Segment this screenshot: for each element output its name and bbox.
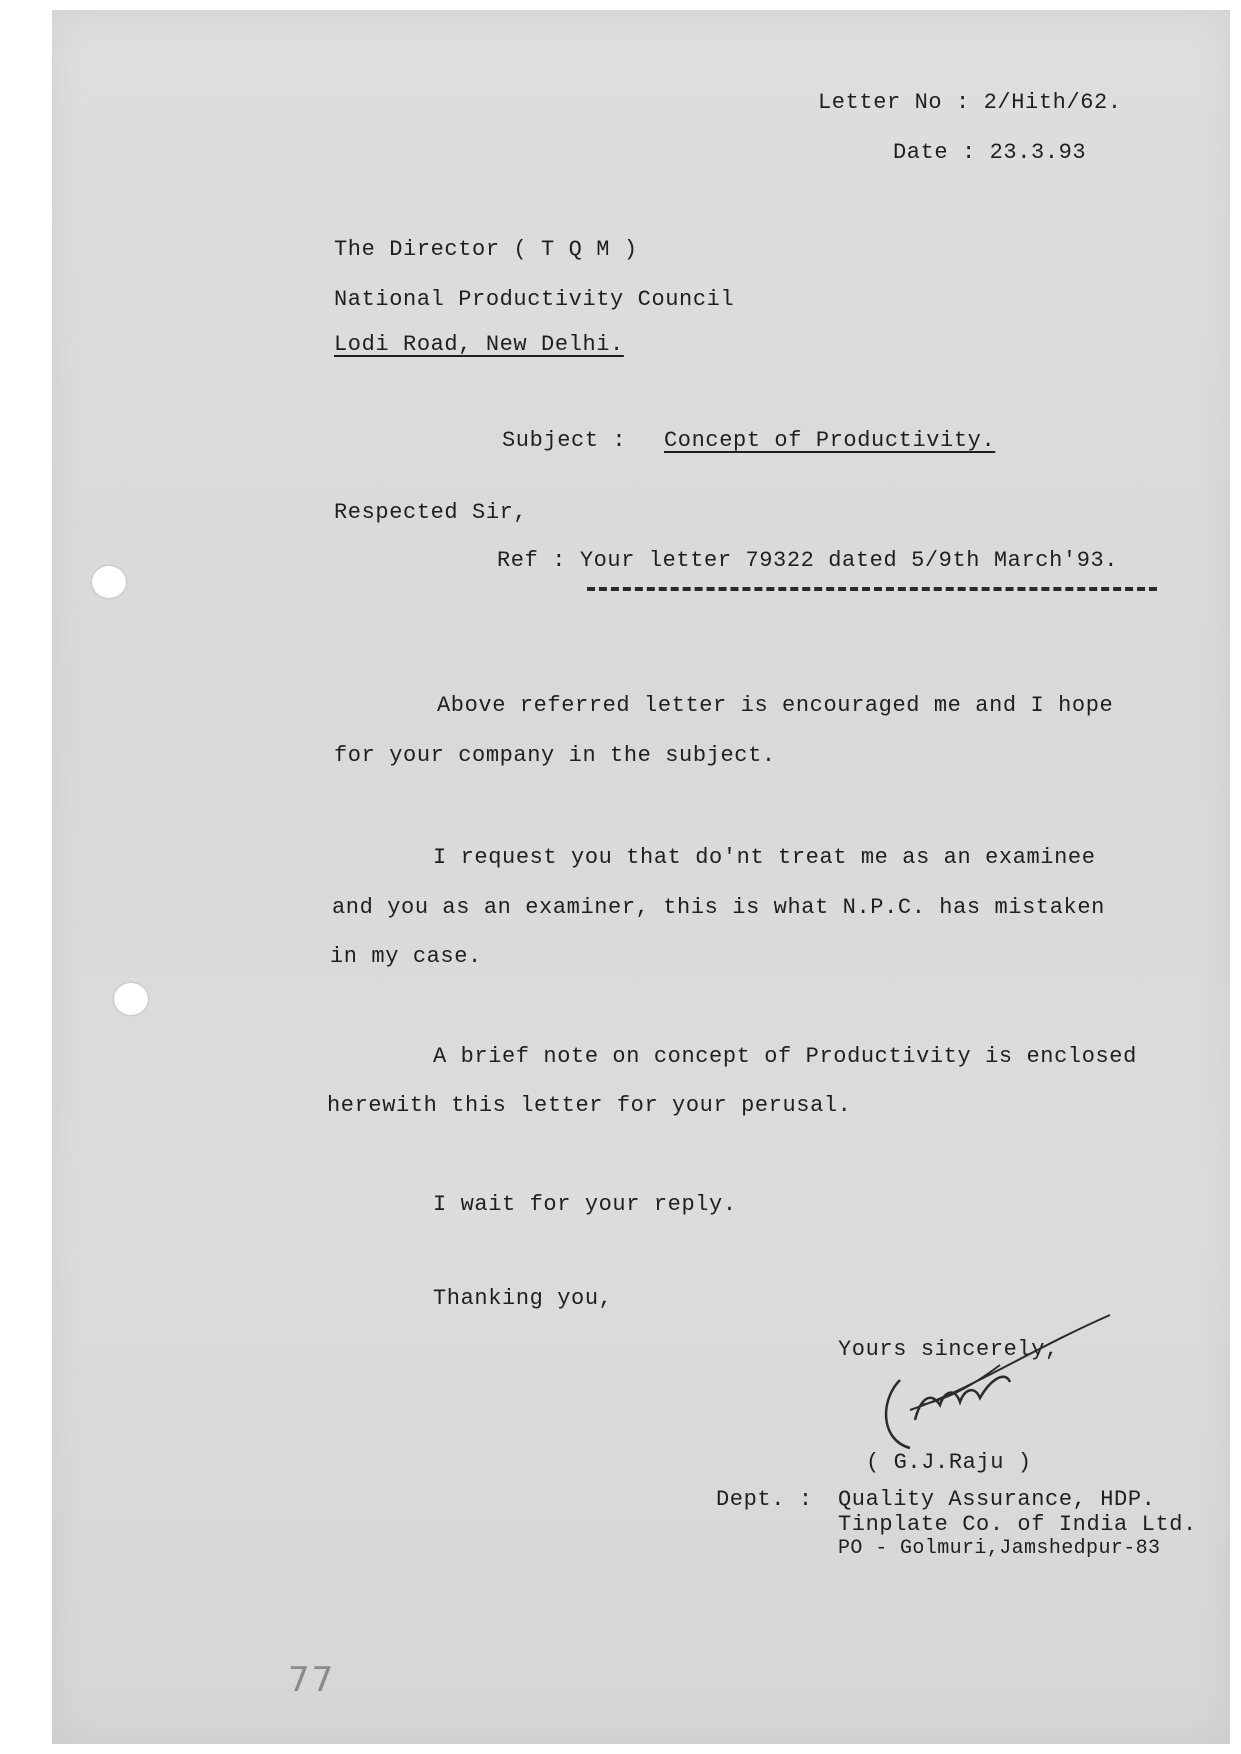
subject-text: Concept of Productivity. xyxy=(664,428,996,453)
paragraph-3-line-2: herewith this letter for your perusal. xyxy=(327,1093,852,1118)
page-number-handwritten: 77 xyxy=(288,1660,336,1700)
punch-hole-top xyxy=(92,566,126,598)
paragraph-3-line-1: A brief note on concept of Productivity is enclosed xyxy=(433,1044,1137,1069)
paragraph-2-line-2: and you as an examiner, this is what N.P.C. has mistaken xyxy=(332,895,1105,920)
dept-label: Dept. : xyxy=(716,1487,813,1512)
letter-number: Letter No : 2/Hith/62. xyxy=(818,90,1122,115)
recipient-line-1: The Director ( T Q M ) xyxy=(334,237,638,262)
dept-line-3: PO - Golmuri,Jamshedpur-83 xyxy=(838,1537,1161,1560)
salutation: Respected Sir, xyxy=(334,500,528,525)
recipient-line-2: National Productivity Council xyxy=(334,287,735,312)
letter-date: Date : 23.3.93 xyxy=(893,140,1087,165)
handwritten-signature xyxy=(860,1310,1120,1450)
punch-hole-bottom xyxy=(114,983,148,1015)
paragraph-2-line-3: in my case. xyxy=(330,944,482,969)
recipient-line-3: Lodi Road, New Delhi. xyxy=(334,332,624,357)
letter-page xyxy=(52,10,1230,1744)
reference-underline xyxy=(587,587,1157,591)
dept-line-2: Tinplate Co. of India Ltd. xyxy=(838,1512,1197,1537)
paragraph-1-line-2: for your company in the subject. xyxy=(334,743,776,768)
dept-line-1: Quality Assurance, HDP. xyxy=(838,1487,1156,1512)
thanks-line: Thanking you, xyxy=(433,1286,613,1311)
closing-line: Yours sincerely, xyxy=(838,1337,1059,1362)
paragraph-2-line-1: I request you that do'nt treat me as an examinee xyxy=(433,845,1096,870)
subject-label: Subject : xyxy=(502,428,627,453)
signatory-name: ( G.J.Raju ) xyxy=(866,1450,1032,1475)
reference-line: Ref : Your letter 79322 dated 5/9th March'93. xyxy=(497,548,1119,573)
wait-line: I wait for your reply. xyxy=(433,1192,737,1217)
paragraph-1-line-1: Above referred letter is encouraged me and I hope xyxy=(437,693,1114,718)
